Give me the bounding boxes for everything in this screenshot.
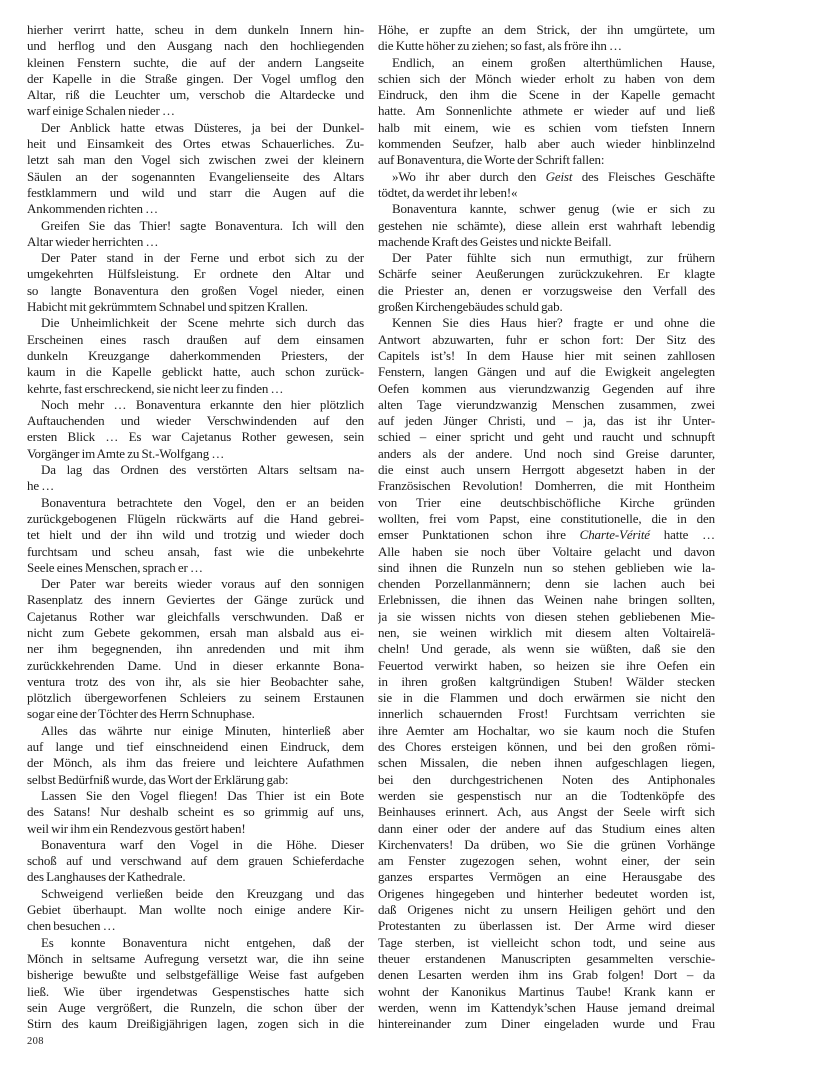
text-line: des Langhauses der Kathedrale. [27, 869, 186, 885]
text-line: ganzes erspartes Vermögen an eine Herausgabe des [378, 869, 715, 885]
text-line: am Fenster zugezogen sehen, wohnt einer, der sein [378, 853, 715, 869]
text-line: gestehen nie schämte), diese allein erst wahrhaft lebendig [378, 217, 715, 233]
text-line: Eindruck, den ihm die Scene in der Kapelle gemacht [378, 87, 715, 103]
paragraph [27, 22, 364, 120]
text-line: warf einige Schalen nieder … [27, 103, 175, 119]
text-line: kaum in die Kapelle geblickt hatte, auch schon zurück- [27, 364, 364, 380]
text-line: nicht zum Gebete gekommen, ersah man alsbald aus ei- [27, 624, 364, 640]
paragraph [27, 120, 364, 218]
text-line: ließ. Wie über irgendetwas Gespenstisches hatte sich [27, 983, 364, 999]
text-line: sind ihnen die Runzeln nun so stehen geblieben wie la- [378, 559, 715, 575]
text-line: bisherige bewußte und selbstgefällige Weise fast aufgeben [27, 967, 364, 983]
text-line: schoß auf und verschwand auf dem grauen Schieferdache [27, 853, 364, 869]
paragraph [27, 218, 364, 251]
text-line: Da lag das Ordnen des verstörten Altars seltsam na- [41, 462, 364, 478]
text-line: halb mit einem, wie es schien vom tiefsten Innern [378, 119, 715, 135]
text-line: Protestanten zu überlassen ist. Der Arme wird dieser [378, 918, 715, 934]
text-line: selbst Bedürfniß wurde, das Wort der Erklärung gab: [27, 771, 289, 787]
text-line: auf jeden Jünger Christi, und – ja, das ist ihr Unter- [378, 413, 715, 429]
text-line: innerlich schauernden Frost! Furchtsam verrichten sie [378, 706, 715, 722]
text-line: ihre Aemter am Hochaltar, wo sie kaum noch die Stufen [378, 722, 715, 738]
text-line: furchtsam und scheu ansah, fast wie die unbekehrte [27, 543, 364, 559]
text-line: Der Pater war bereits wieder voraus auf den sonnigen [41, 576, 364, 592]
text-line: Bonaventura betrachtete den Vogel, den er an beiden [41, 494, 364, 510]
text-line: Feuertod verwirkt haben, so heizen sie ihre Oefen ein [378, 657, 715, 673]
paragraph [27, 397, 364, 462]
text-line: Habicht mit gekrümmtem Schnabel und spitzen Krallen. [27, 299, 308, 315]
text-line: wollten, frei vom Papst, eine constitutionelle, die in den [378, 510, 715, 526]
text-line: Höhe, er zupfte an dem Strick, der ihn umgürtete, um [378, 22, 715, 37]
paragraph [378, 201, 715, 250]
text-line: Capitels ist’s! In dem Hause hier mit seinen zahllosen [378, 347, 715, 363]
text-line: bei den durchgestrichenen Noten des Antiphonales [378, 771, 715, 787]
text-line: ventura trotz des von ihr, als sie hier Beobachter sahe, [27, 673, 364, 689]
text-line: Rasenplatz des innern Geviertes der Gänge zurück und [27, 592, 364, 608]
paragraph [27, 935, 364, 1033]
text-line: »Wo ihr aber durch den Geist des Fleisches Geschäfte [392, 168, 715, 184]
text-line: he … [27, 478, 55, 494]
italic-text: Geist [545, 168, 573, 184]
text-line: hintereinander zum Diner eingeladen wurde und Frau [378, 1016, 715, 1032]
text-line: Stirn des kaum Dreißigjährigen lagen, zogen sich in die [27, 1016, 364, 1032]
text-line: ersten Blick … Es war Cajetanus Rother gewesen, sein [27, 429, 364, 445]
text-line: des Satans! Nur deshalb scheint es so grimmig auf uns, [27, 804, 364, 820]
text-line: Beinhauses erinnert. Ach, aus Angst der Seele wirft sich [378, 804, 715, 820]
text-line: denen Lesarten werden ihm ins Grab folgen! Dort – da [378, 967, 715, 983]
text-line: hatte. Am Sonnenlichte athmete er wieder auf und ließ [378, 103, 715, 119]
text-line: werden, wenn im Kattendyk’schen Hause jemand dreimal [378, 999, 715, 1015]
text-column-left [27, 22, 364, 1032]
text-line: zurückkehrenden Dame. Und in dieser erkannte Bona- [27, 657, 364, 673]
text-line: auf Bonaventura, die Worte der Schrift fallen: [378, 152, 605, 168]
text-line: der Mönch, als ihm das freiere und leichtere Aufathmen [27, 755, 364, 771]
paragraph [27, 495, 364, 576]
text-line: Origenes hingegeben und hinterher bedeutet worden ist, [378, 885, 715, 901]
paragraph [27, 837, 364, 886]
text-line: der Kapelle in die Straße gingen. Der Vogel umflog den [27, 70, 364, 86]
text-line: großen Kirchengebäudes schuld gab. [378, 299, 563, 315]
text-line: die einst auch unsern Herrgott abgesetzt haben in der [378, 462, 715, 478]
paragraph [378, 169, 715, 202]
text-line: Antwort abzuwarten, fuhr er schon fort: Der Sitz des [378, 331, 715, 347]
text-line: Altar, riß die Leuchter um, verschob die Altardecke und [27, 87, 364, 103]
text-line: Der Pater fühlte sich nun ermuthigt, zur frühern [392, 250, 715, 266]
text-line: tödtet, da werdet ihr leben!« [378, 184, 518, 200]
text-line: die Kutte höher zu ziehen; so fast, als fröre ihn … [378, 38, 622, 54]
text-line: Alles das währte nur einige Minuten, hinterließ aber [41, 722, 364, 738]
text-line: wohnt der Kanonikus Martinus Taube! Krank kann er [378, 983, 715, 999]
text-line: chenden Porzellanmännern; denn sie lachen auch bei [378, 576, 715, 592]
paragraph [27, 576, 364, 723]
text-line: schien sich der Mönch wieder erholt zu haben von dem [378, 70, 715, 86]
text-line: emser Punktationen schon ihre Charte-Vérité hatte … [378, 527, 715, 543]
text-line: Greifen Sie das Thier! sagte Bonaventura. Ich will den [41, 217, 364, 233]
paragraph [378, 55, 715, 169]
text-line: plötzlich übergeworfenen Schleiers zu seinem Erstaunen [27, 690, 364, 706]
paragraph [27, 462, 364, 495]
text-line: die Priester an, denen er vorzugsweise den Verfall des [378, 282, 715, 298]
text-line: Kennen Sie dies Haus hier? fragte er und ohne die [392, 315, 715, 331]
text-line: ner ihm begegnenden, ihn anredenden und mit ihm [27, 641, 364, 657]
text-line: kommenden Seufzer, halb aber auch wieder hinblinzelnd [378, 136, 715, 152]
text-line: nen, sie weinen wirklich mit diesem alten Voltairelä- [378, 624, 715, 640]
text-line: Schärfe seiner Aeußerungen zurückzukehren. Er klagte [378, 266, 715, 282]
text-line: Erlebnissen, die ihnen das Weinen nahe bringen sollten, [378, 592, 715, 608]
text-line: Cajetanus Rother war gleichfalls verschwunden. Daß er [27, 608, 364, 624]
text-line: anders als der andere. Und noch sind Greise darunter, [378, 445, 715, 461]
text-line: auf lange und tief einschneidend einen Eindruck, dem [27, 739, 364, 755]
text-line: Französischen Revolution! Domherren, die mit Hontheim [378, 478, 715, 494]
text-line: weil wir ihm ein Rendezvous gestört haben! [27, 820, 246, 836]
text-line: ja sie wissen nichts von diesen stehen gebliebenen Mie- [378, 608, 715, 624]
text-line: Säulen an der sogenannten Evangelienseite des Altars [27, 168, 364, 184]
text-line: Noch mehr … Bonaventura erkannte den hier plötzlich [41, 396, 364, 412]
text-line: Fenstern, langen Gängen und auf die Ewigkeit angelegten [378, 364, 715, 380]
text-line: kleinen Fenstern suchte, die auf der andern Langseite [27, 54, 364, 70]
text-line: Alle haben sie noch über Voltaire gelacht und davon [378, 543, 715, 559]
text-line: machende Kraft des Geistes und nickte Beifall. [378, 233, 612, 249]
text-line: hierher verirrt hatte, scheu in dem dunkeln Innern hin- [27, 22, 364, 37]
text-line: des Chores ersteigen können, und bei den großen römi- [378, 739, 715, 755]
text-line: werden sie gespenstisch nur an die Todtenköpfe des [378, 787, 715, 803]
text-line: sie in die Flammen und doch erwärmen sie nicht den [378, 690, 715, 706]
text-line: so langte Bonaventura den großen Vogel nieder, einen [27, 282, 364, 298]
text-line: dann einer oder der andere auf das Studium eines alten [378, 820, 715, 836]
text-line: umgekehrten Hülfsleistung. Er ordnete den Altar und [27, 266, 364, 282]
text-line: Bonaventura warf den Vogel in die Höhe. Dieser [41, 836, 364, 852]
paragraph [27, 250, 364, 315]
text-line: Es konnte Bonaventura nicht entgehen, daß der [41, 934, 364, 950]
text-line: theuer erstandenen Manuscripten gesammelten verschie- [378, 950, 715, 966]
text-line: Oefen kommen aus vierundzwanzig Gegenden auf ihre [378, 380, 715, 396]
text-column-right [378, 22, 715, 1032]
text-line: Schweigend verließen beide den Kreuzgang und das [41, 885, 364, 901]
text-line: festklammern und wild und starr die Augen auf die [27, 184, 364, 200]
text-line: dunkeln Kreuzgange daherkommenden Priesters, der [27, 347, 364, 363]
text-line: Kirchenvaters! Da drüben, wo Sie die grünen Vorhänge [378, 836, 715, 852]
text-line: Lassen Sie den Vogel fliegen! Das Thier ist ein Bote [41, 787, 364, 803]
paragraph [27, 723, 364, 788]
paragraph [27, 886, 364, 935]
text-line: Der Pater stand in der Ferne und erbot sich zu der [41, 250, 364, 266]
paragraph [378, 315, 715, 1032]
text-line: von Trier eine deutschbischöfliche Kirche gründen [378, 494, 715, 510]
text-line: Bonaventura kannte, schwer genug (wie er sich zu [392, 201, 715, 217]
text-line: heit und Einsamkeit des Ortes etwas Schauerliches. Zu- [27, 136, 364, 152]
text-line: Der Anblick hatte etwas Düsteres, ja bei der Dunkel- [41, 119, 364, 135]
text-line: alten Tage vierundzwanzig Menschen zusammen, zwei [378, 396, 715, 412]
text-line: tet hielt und der ihn wild und trotzig und wieder doch [27, 527, 364, 543]
text-line: daß Origenes nicht zu unsern Heiligen gehört und den [378, 902, 715, 918]
paragraph [27, 788, 364, 837]
text-line: schied – einer spricht und geht und raucht und schnupft [378, 429, 715, 445]
paragraph [378, 250, 715, 315]
text-line: cheln! Und gerade, als wenn sie wüßten, daß sie den [378, 641, 715, 657]
text-line: Mönch in seltsame Aufregung versetzt war, die ihn seine [27, 950, 364, 966]
text-line: Auftauchenden und wieder Verschwindenden auf den [27, 413, 364, 429]
text-line: und herflog und den Ausgang nach den hochliegenden [27, 38, 364, 54]
text-line: Seele eines Menschen, sprach er … [27, 559, 203, 575]
text-line: Erscheinen eines rasch draußen auf dem einsamen [27, 331, 364, 347]
text-line: sogar eine der Töchter des Herrn Schnuphase. [27, 706, 255, 722]
text-line: Altar wieder herrichten … [27, 233, 159, 249]
text-line: schen Missalen, die neben ihnen aufgeschlagen liegen, [378, 755, 715, 771]
text-line: Endlich, an einem großen alterthümlichen Hause, [392, 54, 715, 70]
text-line: Die Unheimlichkeit der Scene mehrte sich durch das [41, 315, 364, 331]
text-line: letzt sah man den Vogel sich zwischen zwei der kleinern [27, 152, 364, 168]
text-line: sein Auge vergrößert, die Runzeln, die schon über der [27, 999, 364, 1015]
text-line: Ankommenden richten … [27, 201, 158, 217]
italic-text: Charte-Vérité [579, 527, 650, 543]
text-line: kehrte, fast erschreckend, sie nicht leer zu finden … [27, 380, 284, 396]
paragraph [378, 22, 715, 55]
page-number: 208 [27, 1036, 44, 1047]
text-line: Vorgänger im Amte zu St.-Wolfgang … [27, 445, 225, 461]
paragraph [27, 315, 364, 396]
text-line: in ihren großen kaltgründigen Stuben! Wälder stecken [378, 673, 715, 689]
text-line: Gebiet überhaupt. Man wollte noch einige andere Kir- [27, 902, 364, 918]
text-line: chen besuchen … [27, 918, 116, 934]
text-line: Tage sterben, ist vielleicht schon todt, und seine aus [378, 934, 715, 950]
text-line: zurückgebogenen Flügeln rückwärts auf die Hand gebrei- [27, 510, 364, 526]
